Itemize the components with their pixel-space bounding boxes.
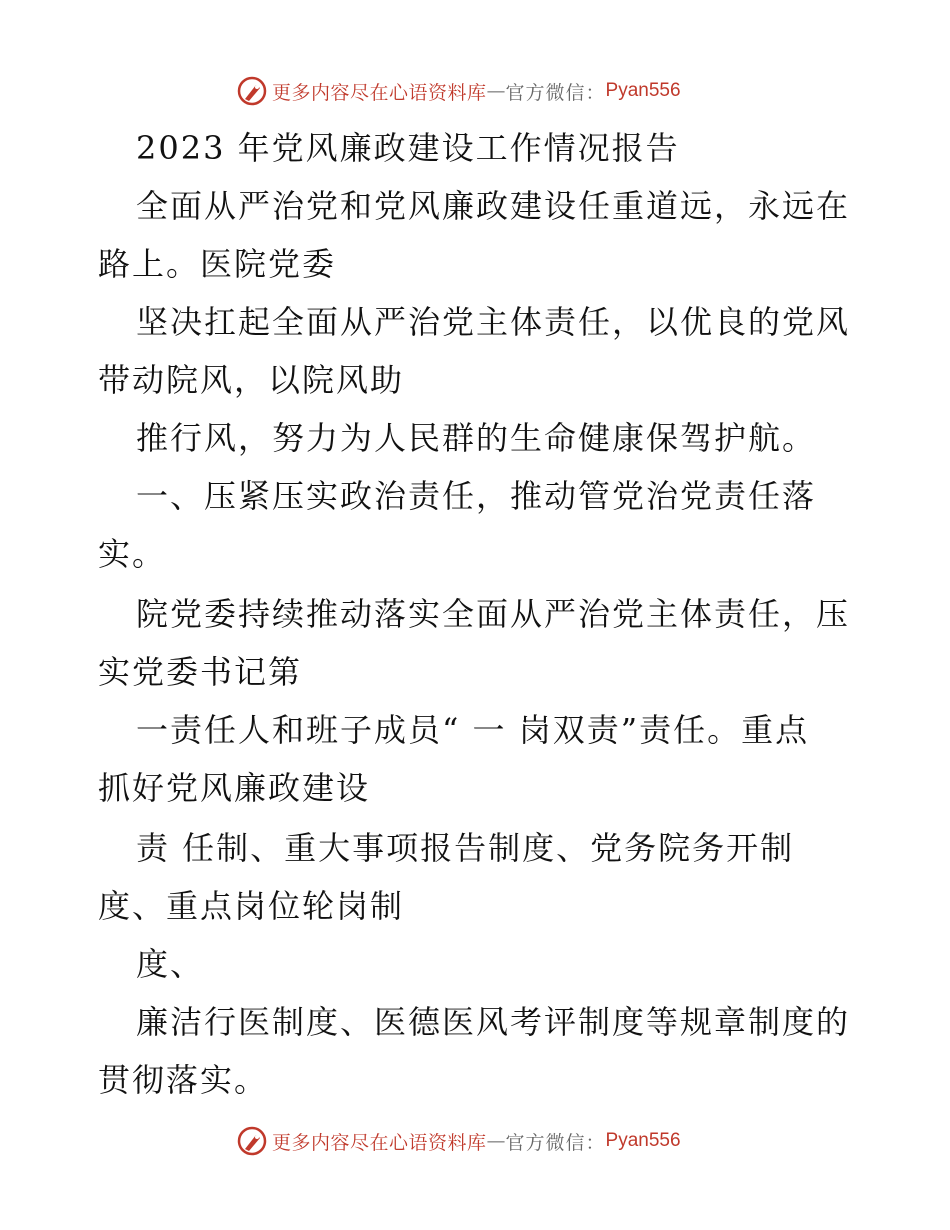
text-line: 责 任制、重大事项报告制度、党务院务开制	[136, 829, 795, 867]
brand-separator: —	[486, 1130, 506, 1152]
text-line: 带动院风，以院风助	[98, 361, 405, 399]
brand-separator: —	[486, 80, 506, 102]
section-heading: 一、压紧压实政治责任，推动管党治党责任落	[136, 477, 817, 515]
pen-nib-circle-icon	[236, 75, 268, 107]
brand-wechat-label: 官方微信：	[505, 1131, 606, 1154]
text-line: 院党委持续推动落实全面从严治党主体责任，压	[136, 595, 851, 633]
text-line: 廉洁行医制度、医德医风考评制度等规章制度的	[136, 1003, 851, 1041]
footer-brand	[236, 1124, 681, 1158]
document-title: 2023 年党风廉政建设工作情况报告	[136, 129, 680, 167]
text-line: 全面从严治党和党风廉政建设任重道远，永远在	[136, 187, 851, 225]
text-line: 贯彻落实。	[98, 1061, 269, 1099]
text-line: 推行风，努力为人民群的生命健康保驾护航。	[136, 419, 817, 457]
brand-wechat-id: Pyan556	[605, 1130, 681, 1151]
text-line: 抓好党风廉政建设	[98, 769, 371, 807]
brand-wechat-id: Pyan556	[605, 80, 681, 101]
text-line: 度、	[136, 945, 205, 983]
brand-text: 更多内容尽在心语资料库	[272, 1131, 487, 1154]
pen-nib-circle-icon	[236, 1125, 268, 1157]
text-line: 一责任人和班子成员“ 一 岗双责”责任。重点	[136, 711, 810, 749]
text-line: 路上。医院党委	[98, 245, 337, 283]
header-brand	[236, 74, 681, 108]
text-line: 坚决扛起全面从严治党主体责任，以优良的党风	[136, 303, 851, 341]
brand-text: 更多内容尽在心语资料库	[272, 81, 487, 104]
brand-wechat-label: 官方微信：	[505, 81, 606, 104]
text-line: 度、重点岗位轮岗制	[98, 887, 405, 925]
text-line: 实党委书记第	[98, 653, 303, 691]
text-line: 实。	[98, 535, 167, 573]
